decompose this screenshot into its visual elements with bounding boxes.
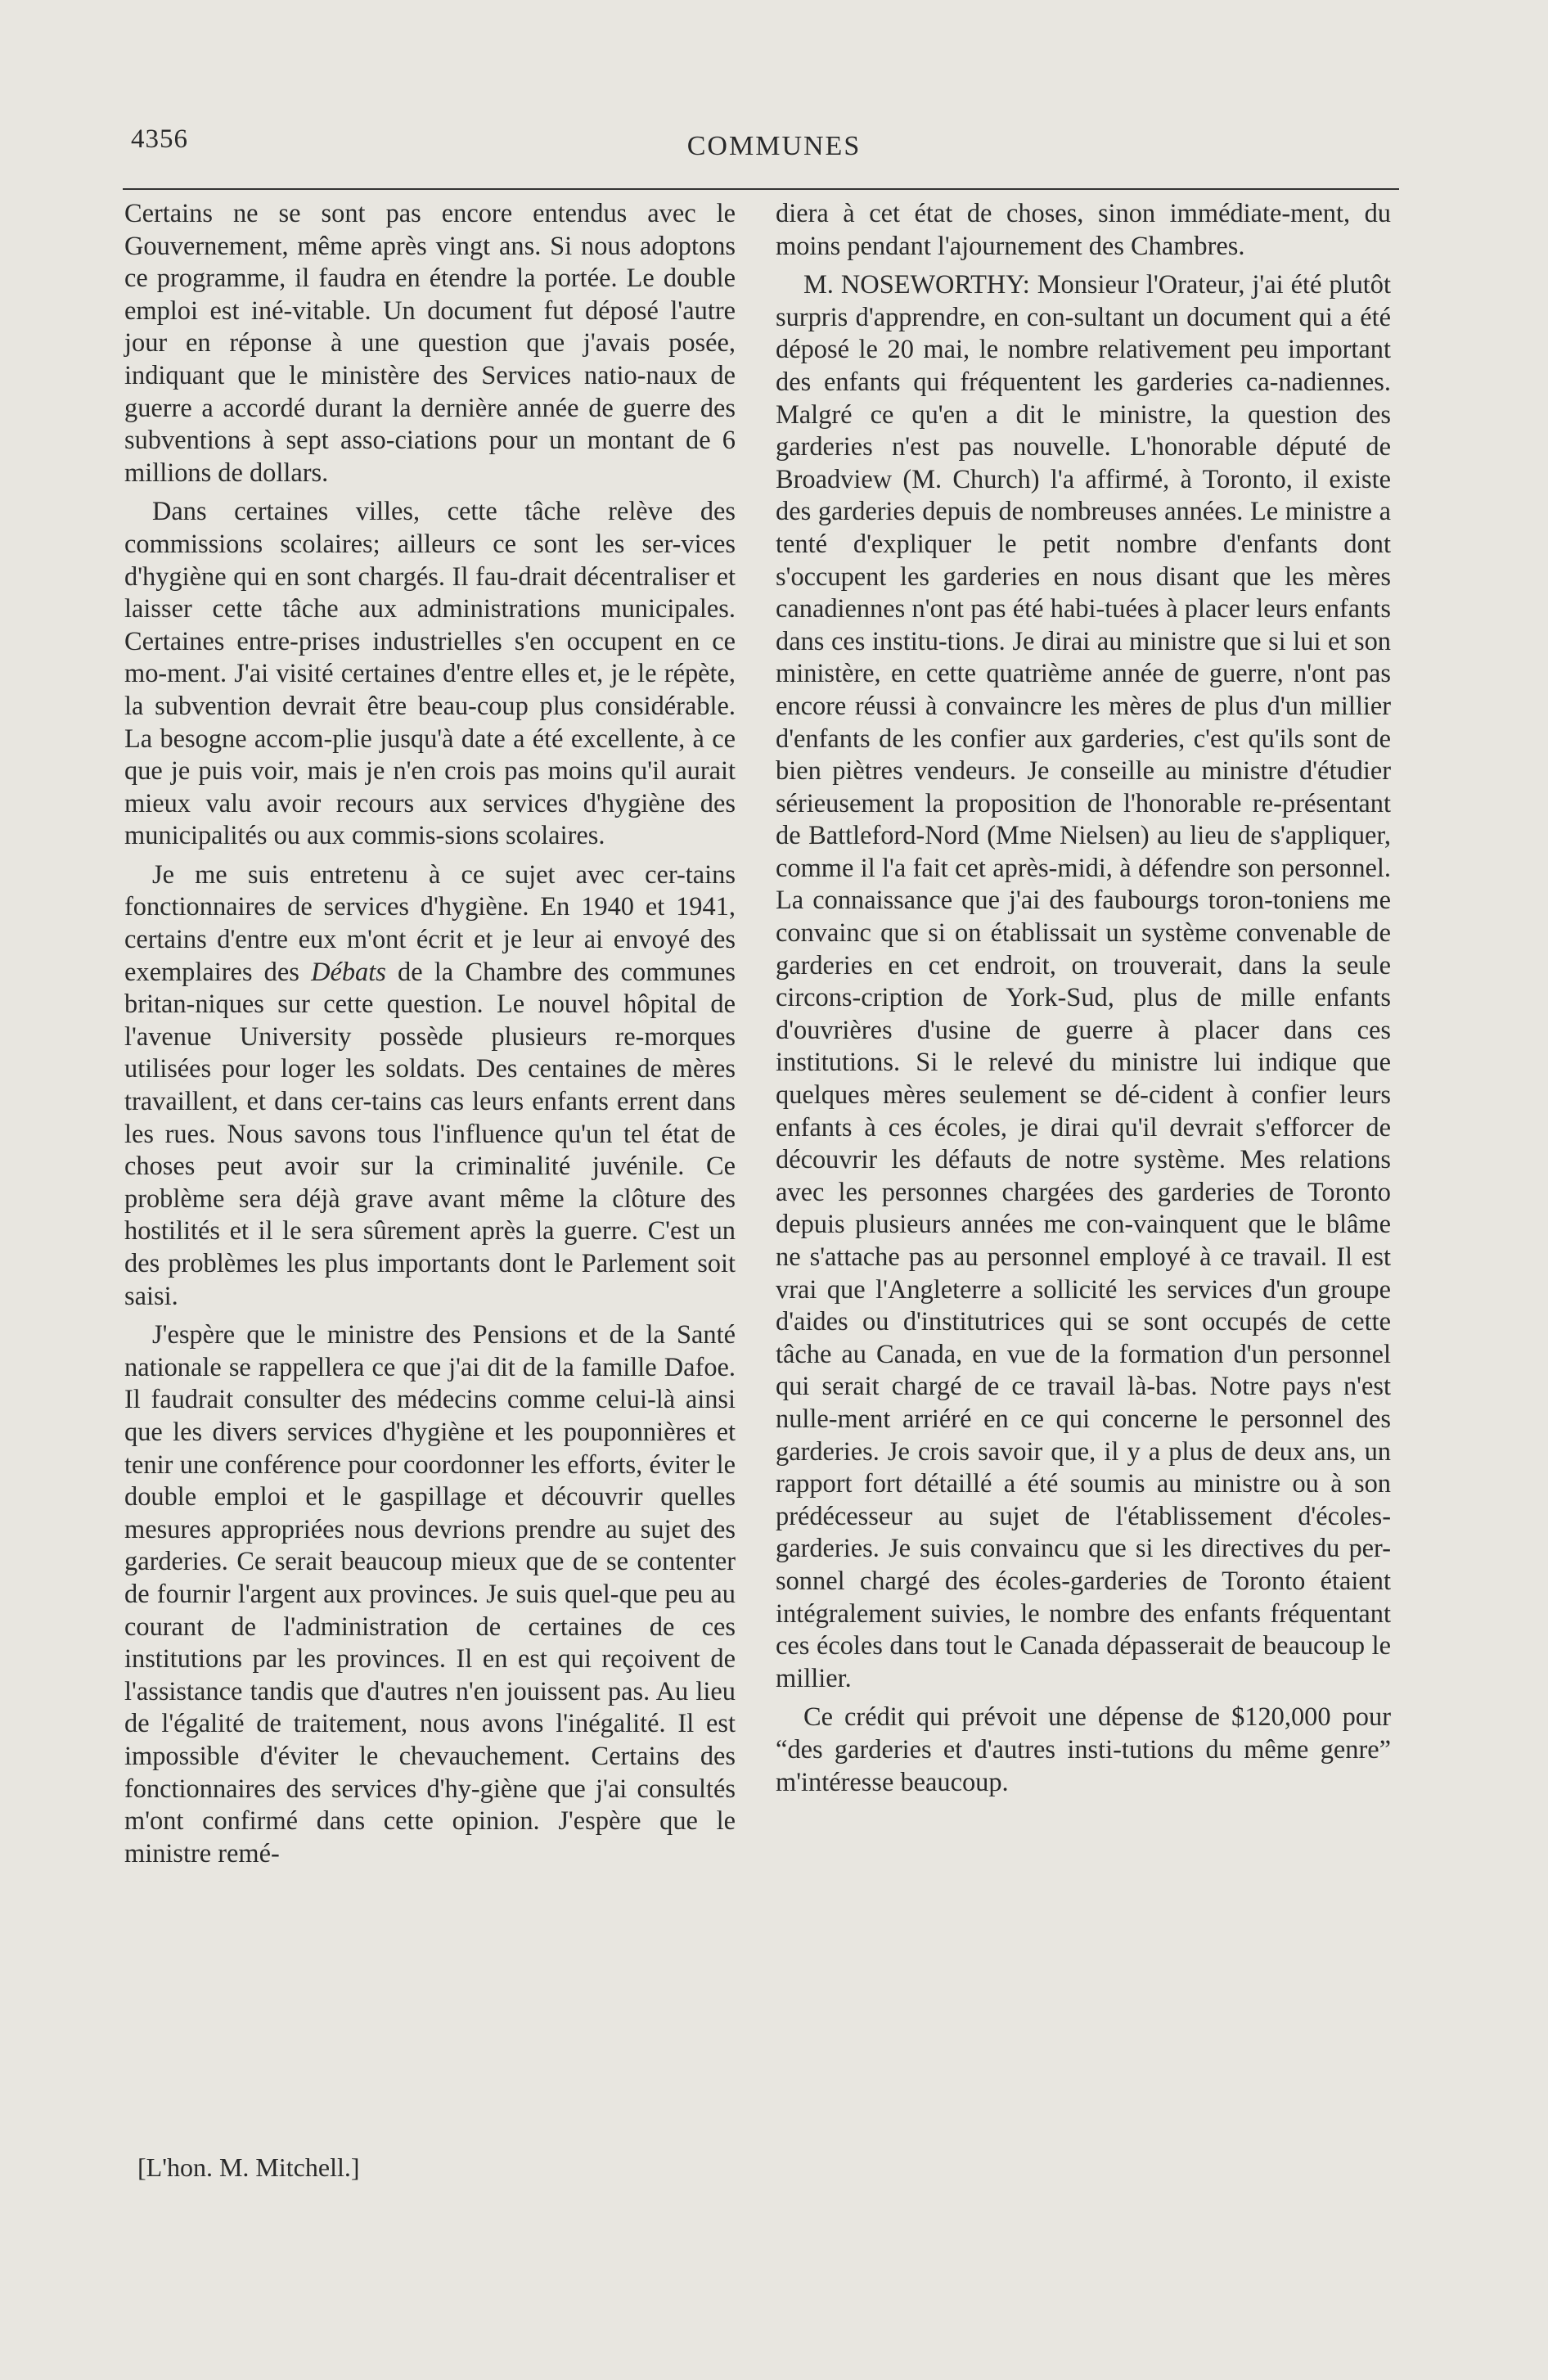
paragraph: Dans certaines villes, cette tâche relève des commissions scolaires; ailleurs ce sont les ser-vices d'hygiène qui en sont chargés. Il fau-drait décentraliser et laisser cette tâche aux administrations municipales. Certaines entre-prises industrielles s'en occupent en ce mo-ment. J'ai visité certaines d'entre elles et, je le répète, la subvention devrait être beau-coup plus considérable. La besogne accom-plie jusqu'à date a été excellente, à ce que je puis voir, mais je n'en crois pas moins qu'il aurait mieux valu avoir recours aux services d'hygiène des municipalités ou aux commis-sions scolaires. <box>124 497 736 851</box>
speaker-reference: [L'hon. M. Mitchell.] <box>137 2152 360 2182</box>
paragraph: diera à cet état de choses, sinon immédiate-ment, du moins pendant l'ajournement des Chambres. <box>776 199 1391 261</box>
left-column <box>124 198 736 1877</box>
italic-title: Débats <box>311 957 386 987</box>
running-head: COMMUNES <box>686 131 862 161</box>
paragraph: J'espère que le ministre des Pensions et de la Santé nationale se rappellera ce que j'ai dit de la famille Dafoe. Il faudrait consulter des médecins comme celui-là ainsi que les divers services d'hygiène et les pouponnières et tenir une conférence pour coordonner les efforts, éviter le double emploi et le gaspillage et découvrir quelles mesures appropriées nous devrions prendre au sujet des garderies. Ce serait beaucoup mieux que de se contenter de fournir l'argent aux provinces. Je suis quel-que peu au courant de l'administration de certaines de ces institutions par les provinces. Il en est qui reçoivent de l'assistance tandis que d'autres n'en jouissent pas. Au lieu de l'égalité de traitement, nous avons l'inégalité. Il est impossible d'éviter le chevauchement. Certains des fonctionnaires des services d'hy-giène que j'ai consultés m'ont confirmé dans cette opinion. J'espère que le ministre remé- <box>124 1320 736 1868</box>
paragraph-text: Je me suis entretenu à ce sujet avec cer-tains fonctionnaires de services d'hygiène. En 1940 et 1941, certains d'entre eux m'ont écrit et je leur ai envoyé des exemplaires des <box>124 859 736 987</box>
paragraph: Certains ne se sont pas encore entendus avec le Gouvernement, même après vingt ans. Si nous adoptons ce programme, il faudra en étendre la portée. Le double emploi est iné-vitable. Un document fut déposé l'autre jour en réponse à une question que j'avais posée, indiquant que le ministère des Services natio-naux de guerre a accordé durant la dernière année de guerre des subventions à sept asso-ciations pour un montant de 6 millions de dollars. <box>124 199 736 488</box>
paragraph-text: de la Chambre des communes britan-niques sur cette question. Le nouvel hôpital de l'avenue University possède plusieurs re-morques utilisées pour loger les soldats. Des centaines de mères travaillent, et dans cer-tains cas leurs enfants errent dans les rues. Nous savons tous l'influence qu'un tel état de choses peut avoir sur la criminalité juvénile. Ce problème sera déjà grave avant même la clôture des hostilités et il le sera sûrement après la guerre. C'est un des problèmes les plus importants dont le Parlement soit saisi. <box>124 957 736 1311</box>
paragraph: M. NOSEWORTHY: Monsieur l'Orateur, j'ai été plutôt surpris d'apprendre, en con-sultant un document qui a été déposé le 20 mai, le nombre relativement peu important des enfants qui fréquentent les garderies ca-nadiennes. Malgré ce qu'en a dit le ministre, la question des garderies n'est pas nouvelle. L'honorable député de Broadview (M. Church) l'a affirmé, à Toronto, il existe des garderies depuis de nombreuses années. Le ministre a tenté d'expliquer le petit nombre d'enfants dont s'occupent les garderies en nous disant que les mères canadiennes n'ont pas été habi-tuées à placer leurs enfants dans ces institu-tions. Je dirai au ministre que si lui et son ministère, en cette quatrième année de guerre, n'ont pas encore réussi à convaincre les mères de plus d'un millier d'enfants de les confier aux garderies, c'est qu'ils sont de bien piètres vendeurs. Je conseille au ministre d'étudier sérieusement la proposition de l'honorable re-présentant de Battleford-Nord (Mme Nielsen) au lieu de s'appliquer, comme il l'a fait cet après-midi, à défendre son personnel. La connaissance que j'ai des faubourgs toron-toniens me convainc que si on établissait un système convenable de garderies en cet endroit, on trouverait, dans la seule circons-cription de York-Sud, plus de mille enfants d'ouvrières d'usine de guerre à placer dans ces institutions. Si le relevé du ministre lui indique que quelques mères seulement se dé-cident à confier leurs enfants à ces écoles, je dirai qu'il devrait s'efforcer de découvrir les défauts de notre système. Mes relations avec les personnes chargées des garderies de Toronto depuis plusieurs années me con-vainquent que le blâme ne s'attache pas au personnel employé à ce travail. Il est vrai que l'Angleterre a sollicité les services d'un groupe d'aides ou d'institutrices qui se sont occupés de cette tâche au Canada, en vue de la formation d'un personnel qui serait chargé de ce travail là-bas. Notre pays n'est nulle-ment arriéré en ce qui concerne le personnel des garderies. Je crois savoir que, il y a plus de deux ans, un rapport fort détaillé a été soumis au ministre ou à son prédécesseur au sujet de l'établissement d'écoles-garderies. Je suis convaincu que si les directives du per-sonnel chargé des écoles-garderies de Toronto étaient intégralement suivies, le nombre des enfants fréquentant ces écoles dans tout le Canada dépasserait de beaucoup le millier. <box>776 270 1391 1693</box>
header-rule <box>123 188 1399 190</box>
paragraph <box>124 859 736 1313</box>
paragraph: Ce crédit qui prévoit une dépense de $120,000 pour “des garderies et d'autres insti-tutions du même genre” m'intéresse beaucoup. <box>776 1702 1391 1797</box>
right-column <box>776 198 1391 1805</box>
page-number: 4356 <box>131 124 188 154</box>
